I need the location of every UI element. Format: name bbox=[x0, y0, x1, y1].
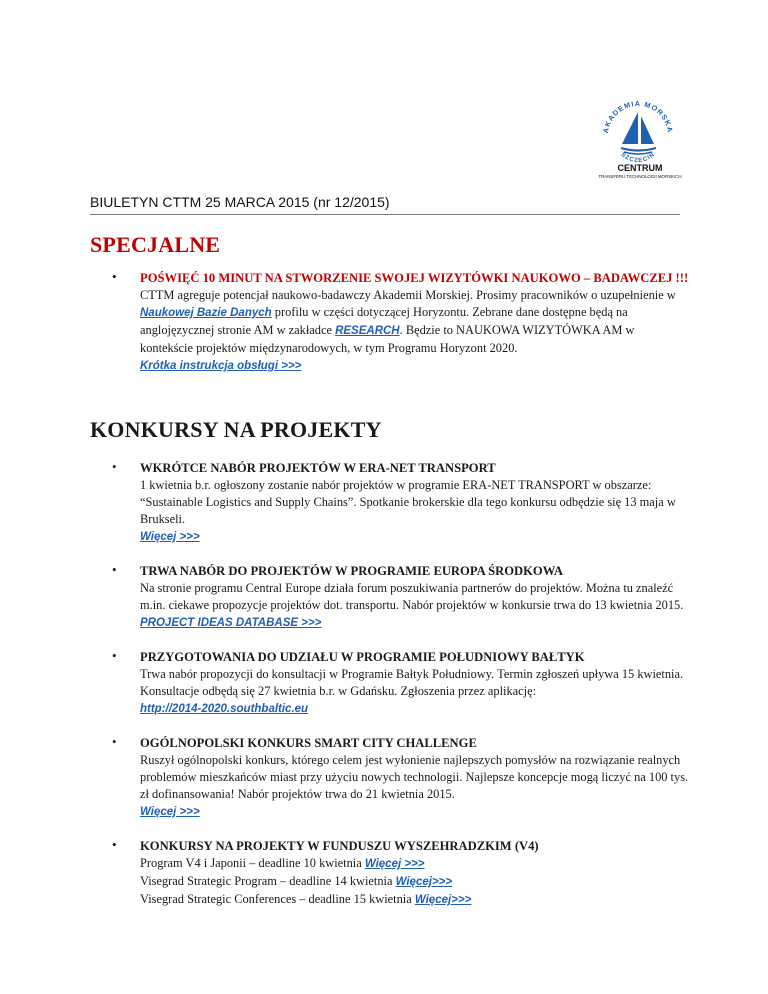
body-text: Visegrad Strategic Conferences – deadline 15 kwietnia bbox=[140, 892, 415, 906]
southbaltic-link[interactable]: http://2014-2020.southbaltic.eu bbox=[140, 703, 309, 715]
logo-subtitle: TRANSFERU TECHNOLOGII MORSKICH bbox=[598, 174, 682, 179]
body-text: Ruszył ogólnopolski konkurs, którego celem jest wyłonienie najlepszych pomysłów na rozwiązanie realnych problemów mieszkańców miast przy użyciu nowych technologii. Najlepsze koncepcje mogą liczyć na 100 tys. zł dofinansowania! Nabór projektów trwa do 21 kwietnia 2015. bbox=[140, 753, 689, 801]
body-text: CTTM agreguje potencjał naukowo-badawczy Akademii Morskiej. Prosimy pracowników o uzupełnienie w bbox=[140, 288, 676, 302]
list-item bbox=[90, 270, 690, 375]
body-text: profilu w części dotyczącej Horyzontu. Zebrane dane dostępne będą na anglojęzycznej stronie AM w zakładce bbox=[140, 305, 628, 337]
special-item-body bbox=[140, 287, 690, 375]
list-item bbox=[90, 563, 690, 632]
wiecej-link[interactable]: Więcej >>> bbox=[140, 531, 200, 543]
body-text: . Będzie to NAUKOWA WIZYTÓWKA AM w kontekście projektów międzynarodowych, w tym Programu Horyzont 2020. bbox=[140, 323, 635, 355]
body-text: Trwa nabór propozycji do konsultacji w Programie Bałtyk Południowy. Termin zgłoszeń upływa 15 kwietnia. Konsultacje odbędą się 27 kwietnia b.r. w Gdańsku. Zgłoszenia przez aplikację: bbox=[140, 667, 684, 698]
body-text: Program V4 i Japonii – deadline 10 kwietnia bbox=[140, 856, 365, 870]
item-body bbox=[140, 855, 690, 909]
list-item bbox=[90, 649, 690, 718]
logo-emblem bbox=[592, 92, 722, 184]
item-title: • KONKURSY NA PROJEKTY W FUNDUSZU WYSZEHRADZKIM (V4) bbox=[140, 839, 539, 853]
item-title: • OGÓLNOPOLSKI KONKURS SMART CITY CHALLENGE bbox=[140, 736, 477, 750]
akademia-morska-logo bbox=[592, 92, 722, 184]
v4-line bbox=[140, 873, 690, 891]
item-body bbox=[140, 580, 690, 632]
project-ideas-link[interactable]: PROJECT IDEAS DATABASE >>> bbox=[140, 617, 322, 629]
v4-line bbox=[140, 891, 690, 909]
bulletin-title: BIULETYN CTTM 25 MARCA 2015 (nr 12/2015) bbox=[90, 194, 680, 215]
instrukcja-link[interactable]: Krótka instrukcja obsługi >>> bbox=[140, 360, 302, 372]
section-konkursy bbox=[90, 417, 690, 909]
wiecej-link[interactable]: Więcej >>> bbox=[364, 858, 425, 870]
sailboat-icon bbox=[621, 112, 656, 154]
logo-arc-text: AKADEMIA MORSKA bbox=[601, 98, 675, 134]
wiecej-link[interactable]: Więcej >>> bbox=[140, 806, 200, 818]
item-body bbox=[140, 752, 690, 821]
section-heading-specjalne: SPECJALNE bbox=[90, 232, 221, 257]
logo-name: CENTRUM bbox=[617, 163, 663, 173]
wiecej-link[interactable]: Więcej>>> bbox=[414, 894, 472, 906]
item-title: • TRWA NABÓR DO PROJEKTÓW W PROGRAMIE EUROPA ŚRODKOWA bbox=[140, 564, 564, 578]
special-item-title: • POŚWIĘĆ 10 MINUT NA STWORZENIE SWOJEJ WIZYTÓWKI NAUKOWO – BADAWCZEJ !!! bbox=[140, 271, 689, 285]
research-link[interactable]: RESEARCH bbox=[335, 325, 400, 337]
body-text: Visegrad Strategic Program – deadline 14 kwietnia bbox=[140, 874, 396, 888]
wiecej-link[interactable]: Więcej>>> bbox=[395, 876, 453, 888]
body-text: 1 kwietnia b.r. ogłoszony zostanie nabór projektów w programie ERA-NET TRANSPORT w obszarze: “Sustainable Logistics and Supply Chains”. Spotkanie brokerskie dla tego konkursu odbędzie się 13 maja w Brukseli. bbox=[140, 478, 676, 526]
naukowa-baza-danych-link[interactable]: Naukowej Bazie Danych bbox=[140, 307, 272, 319]
v4-line bbox=[140, 855, 690, 873]
item-title: • PRZYGOTOWANIA DO UDZIAŁU W PROGRAMIE POŁUDNIOWY BAŁTYK bbox=[140, 650, 585, 664]
logo-city-text: SZCZECIN bbox=[619, 151, 657, 165]
konkursy-list bbox=[90, 460, 690, 909]
list-item bbox=[90, 735, 690, 821]
item-body bbox=[140, 666, 690, 718]
section-specjalne bbox=[90, 232, 690, 375]
special-list bbox=[90, 270, 690, 375]
list-item bbox=[90, 838, 690, 909]
item-body bbox=[140, 477, 690, 546]
body-text: Na stronie programu Central Europe działa forum poszukiwania partnerów do projektów. Można tu znaleźć m.in. ciekawe propozycje projektów dot. transportu. Nabór projektów w konkursie trwa do 13 kwietnia 2015. bbox=[140, 581, 684, 612]
list-item bbox=[90, 460, 690, 546]
section-heading-konkursy: KONKURSY NA PROJEKTY bbox=[90, 417, 382, 442]
item-title: • WKRÓTCE NABÓR PROJEKTÓW W ERA-NET TRANSPORT bbox=[140, 461, 496, 475]
